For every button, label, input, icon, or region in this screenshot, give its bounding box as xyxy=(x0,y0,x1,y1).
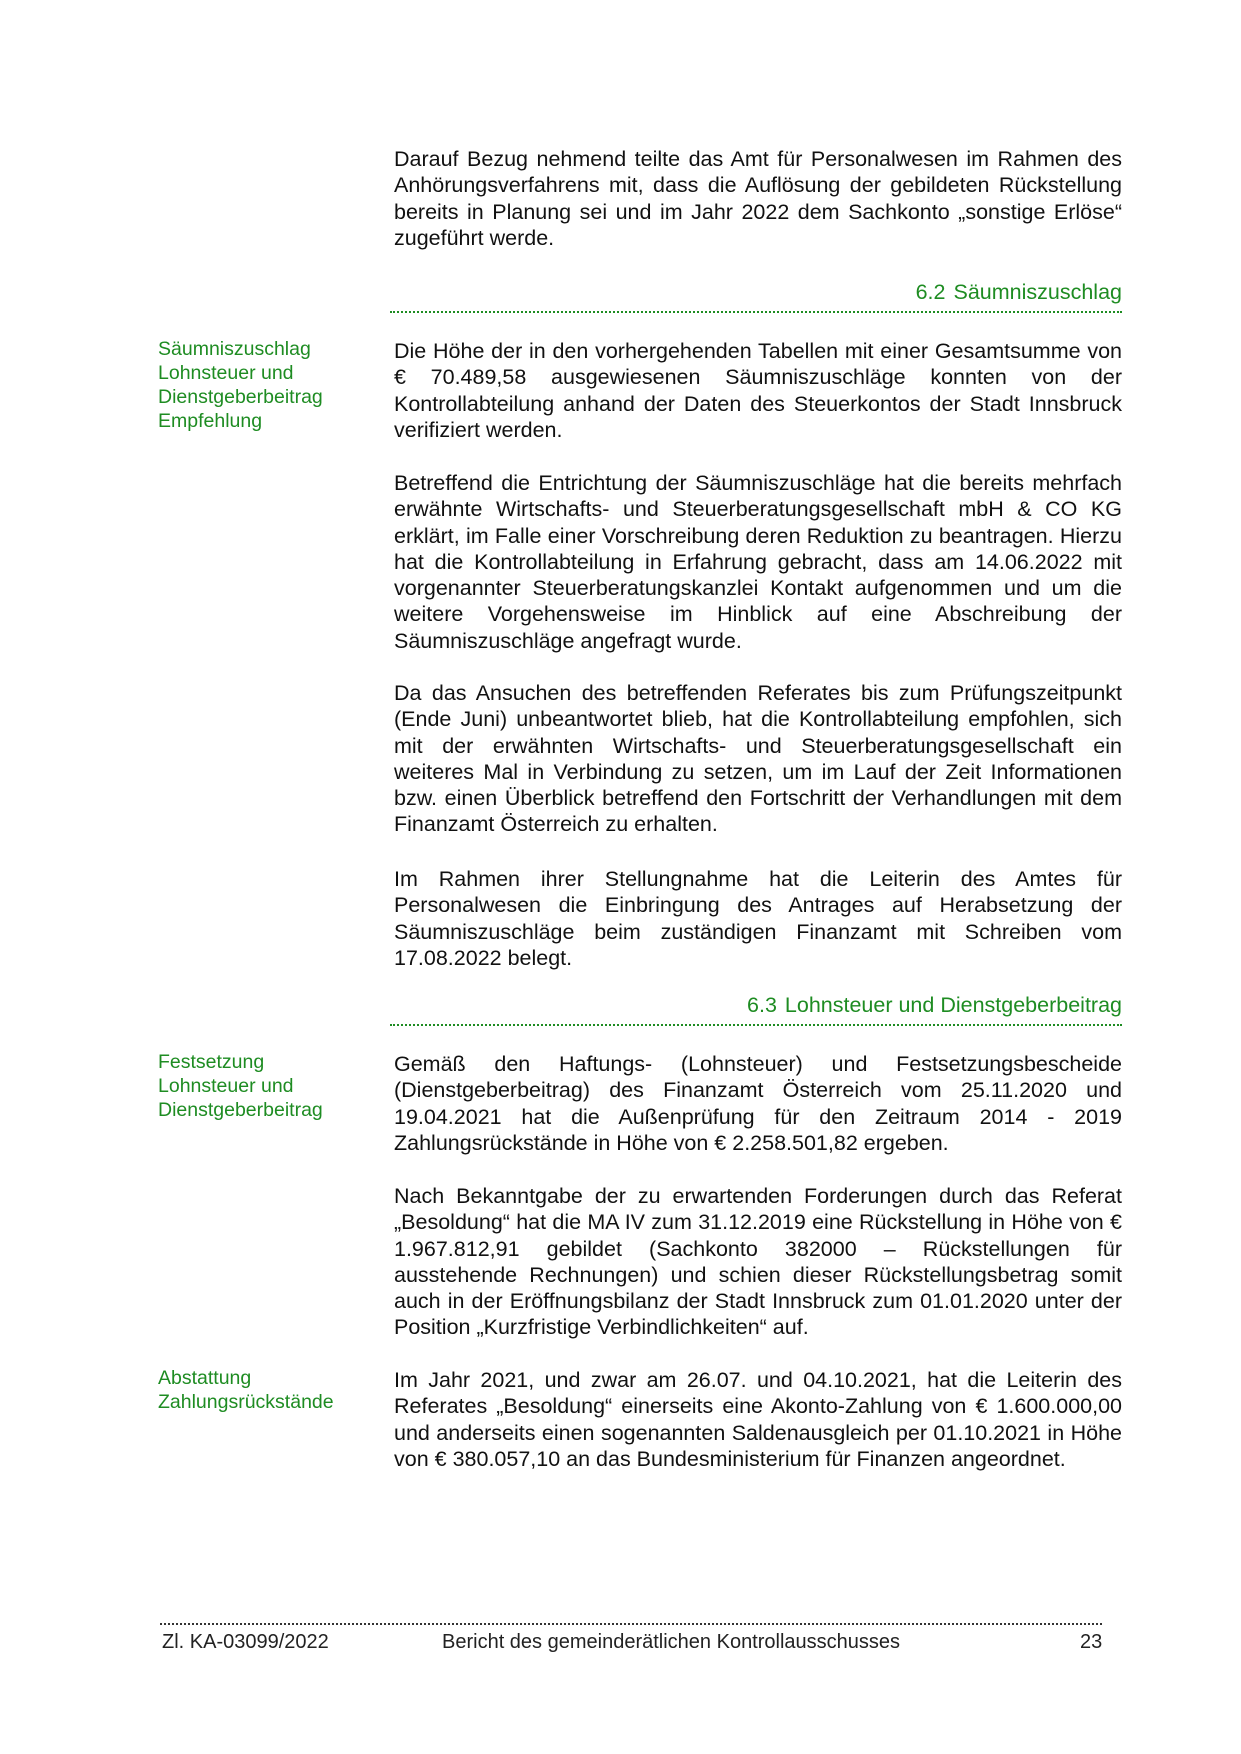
margin-note-line: Lohnsteuer und xyxy=(158,1075,294,1097)
paragraph-6-3-bescheide: Gemäß den Haftungs- (Lohnsteuer) und Festsetzungsbescheide (Dienstgeberbeitrag) des Finanzamt Österreich vom 25.11.2020 und 19.04.2021 hat die Außenprüfung für den Zeitraum 2014 - 2019 Zahlungsrückstände in Höhe von € 2.258.501,82 ergeben. xyxy=(394,1052,1122,1155)
footer-reference: Zl. KA-03099/2022 xyxy=(162,1631,329,1653)
margin-note-line: Dienstgeberbeitrag xyxy=(158,386,323,408)
footer-divider xyxy=(160,1623,1102,1625)
section-title: Lohnsteuer und Dienstgeberbeitrag xyxy=(784,993,1122,1017)
paragraph-6-2-stellungnahme: Im Rahmen ihrer Stellungnahme hat die Leiterin des Amtes für Personalwesen die Einbringung des Antrages auf Herabsetzung der Säumniszuschläge beim zuständigen Finanzamt mit Schreiben vom 17.08.2022 belegt. xyxy=(394,867,1122,970)
section-number: 6.2 xyxy=(915,280,946,304)
margin-note-line: Empfehlung xyxy=(158,410,263,432)
margin-note-line: Festsetzung xyxy=(158,1051,265,1073)
paragraph-intro: Darauf Bezug nehmend teilte das Amt für Personalwesen im Rahmen des Anhörungsverfahrens mit, dass die Auflösung der gebildeten Rückstellung bereits in Planung sei und im Jahr 2022 dem Sachkonto „sonstige Erlöse“ zugeführt werde. xyxy=(394,147,1122,250)
margin-note-abstattung xyxy=(158,1366,378,1414)
margin-note-saeumniszuschlag xyxy=(158,337,378,433)
margin-note-line: Lohnsteuer und xyxy=(158,362,294,384)
page-number: 23 xyxy=(1080,1631,1103,1653)
margin-note-line: Zahlungsrückstände xyxy=(158,1391,334,1413)
margin-note-line: Säumniszuschlag xyxy=(158,338,311,360)
margin-note-festsetzung xyxy=(158,1050,378,1122)
section-title: Säumniszuschlag xyxy=(953,280,1122,304)
footer-title: Bericht des gemeinderätlichen Kontrollausschusses xyxy=(442,1631,901,1653)
paragraph-6-2-entrichtung: Betreffend die Entrichtung der Säumniszuschläge hat die bereits mehrfach erwähnte Wirtschafts- und Steuerberatungsgesellschaft mbH & CO KG erklärt, im Falle einer Vorschreibung deren Reduktion zu beantragen. Hierzu hat die Kontrollabteilung in Erfahrung gebracht, dass am 14.06.2022 mit vorgenannter Steuerberatungskanzlei Kontakt aufgenommen und um die weitere Vorgehensweise im Hinblick auf eine Abschreibung der Säumniszuschläge angefragt wurde. xyxy=(394,471,1122,653)
margin-note-line: Abstattung xyxy=(158,1367,252,1389)
paragraph-6-2-empfehlung: Da das Ansuchen des betreffenden Referates bis zum Prüfungszeitpunkt (Ende Juni) unbeantwortet blieb, hat die Kontrollabteilung empfohlen, sich mit der erwähnten Wirtschafts- und Steuerberatungsgesellschaft ein weiteres Mal in Verbindung zu setzen, um im Lauf der Zeit Informationen bzw. einen Überblick betreffend den Fortschritt der Verhandlungen mit dem Finanzamt Österreich zu erhalten. xyxy=(394,681,1122,837)
section-heading-6-3 xyxy=(390,992,1122,1026)
paragraph-6-2-verification: Die Höhe der in den vorhergehenden Tabellen mit einer Gesamtsumme von € 70.489,58 ausgewiesenen Säumniszuschläge konnten von der Kontrollabteilung anhand der Daten des Steuerkontos der Stadt Innsbruck verifiziert werden. xyxy=(394,339,1122,442)
margin-note-line: Dienstgeberbeitrag xyxy=(158,1099,323,1121)
paragraph-6-3-zahlungen: Im Jahr 2021, und zwar am 26.07. und 04.10.2021, hat die Leiterin des Referates „Besoldung“ einerseits eine Akonto-Zahlung von € 1.600.000,00 und anderseits einen sogenannten Saldenausgleich per 01.10.2021 in Höhe von € 380.057,10 an das Bundesministerium für Finanzen angeordnet. xyxy=(394,1368,1122,1471)
section-heading-6-2 xyxy=(390,279,1122,313)
section-number: 6.3 xyxy=(747,993,777,1017)
paragraph-6-3-rueckstellung: Nach Bekanntgabe der zu erwartenden Forderungen durch das Referat „Besoldung“ hat die MA IV zum 31.12.2019 eine Rückstellung in Höhe von € 1.967.812,91 gebildet (Sachkonto 382000 – Rückstellungen für ausstehende Rechnungen) und schien dieser Rückstellungsbetrag somit auch in der Eröffnungsbilanz der Stadt Innsbruck zum 01.01.2020 unter der Position „Kurzfristige Verbindlichkeiten“ auf. xyxy=(394,1184,1122,1340)
